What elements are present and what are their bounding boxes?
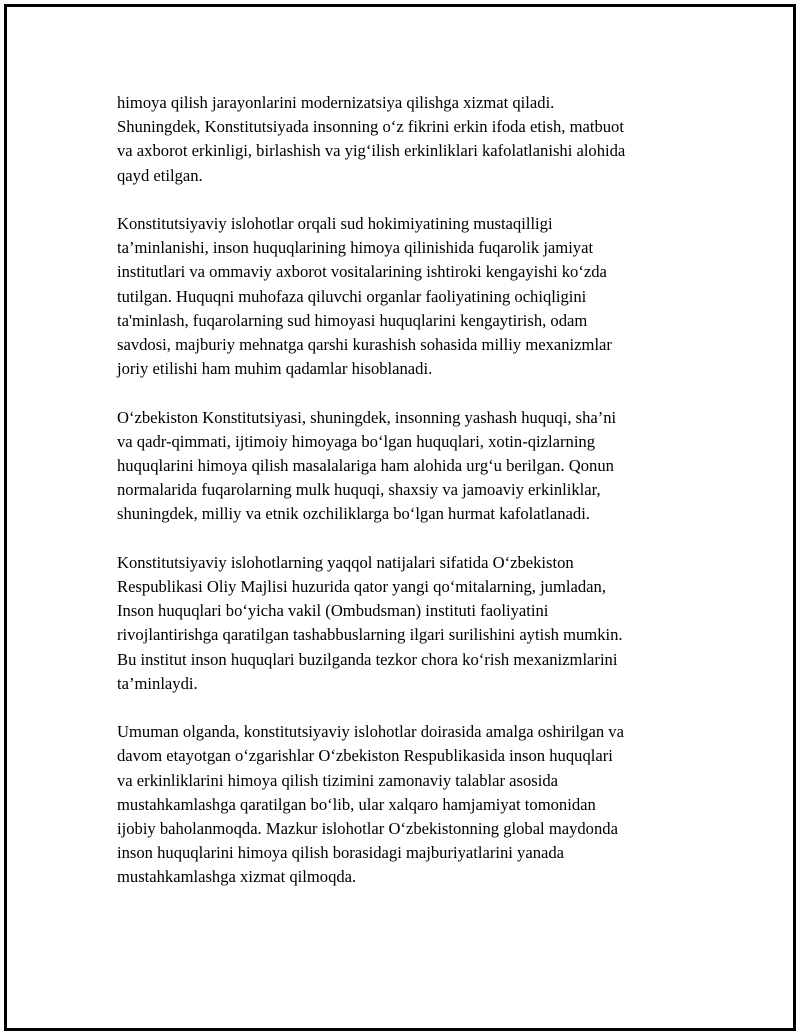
document-body	[117, 91, 685, 914]
paragraph-3: O‘zbekiston Konstitutsiyasi, shuningdek, insonning yashash huquqi, sha’ni va qadr-qimmati, ijtimoiy himoyaga bo‘lgan huquqlari, xotin-qizlarning huquqlarini himoya qilish masalalariga ham alohida urg‘u berilgan. Qonun normalarida fuqarolarning mulk huquqi, shaxsiy va jamoaviy erkinliklar, shuningdek, milliy va etnik ozchiliklarga bo‘lgan hurmat kafolatlanadi.	[117, 407, 617, 524]
paragraph-5: Umuman olganda, konstitutsiyaviy islohotlar doirasida amalga oshirilgan va davom etayotgan o‘zgarishlar O‘zbekiston Respublikasida inson huquqlari va erkinliklarini himoya qilish tizimini zamonaviy talablar asosida mustahkamlashga qaratilgan bo‘lib, ular xalqaro hamjamiyat tomonidan ijobiy baholanmoqda. Mazkur islohotlar O‘zbekistonning global maydonda inson huquqlarini himoya qilish borasidagi majburiyatlarini yanada mustahkamlashga xizmat qilmoqda.	[117, 722, 624, 887]
paragraph-4: Konstitutsiyaviy islohotlarning yaqqol natijalari sifatida O‘zbekiston Respublikasi Oliy Majlisi huzurida qator yangi qo‘mitalarning, jumladan, Inson huquqlari bo‘yicha vakil (Ombudsman) instituti faoliyatini rivojlantirishga qaratilgan tashabbuslarning ilgari surilishini aytish mumkin. Bu institut inson huquqlari buzilganda tezkor chora ko‘rish mexanizmlarini ta’minlaydi.	[117, 552, 623, 693]
paragraph-1: himoya qilish jarayonlarini modernizatsiya qilishga xizmat qiladi. Shuningdek, Konstitutsiyada insonning o‘z fikrini erkin ifoda etish, matbuot va axborot erkinligi, birlashish va yig‘ilish erkinliklari kafolatlanishi alohida qayd etilgan.	[117, 93, 626, 185]
paragraph-2: Konstitutsiyaviy islohotlar orqali sud hokimiyatining mustaqilligi ta’minlanishi, inson huquqlarining himoya qilinishida fuqarolik jamiyat institutlari va ommaviy axborot vositalarining ishtiroki kengayishi ko‘zda tutilgan. Huquqni muhofaza qiluvchi organlar faoliyatining ochiqligini ta'minlash, fuqarolarning sud himoyasi huquqlarini kengaytirish, odam savdosi, majburiy mehnatga qarshi kurashish sohasida milliy mexanizmlar joriy etilishi ham muhim qadamlar hisoblanadi.	[117, 214, 612, 379]
